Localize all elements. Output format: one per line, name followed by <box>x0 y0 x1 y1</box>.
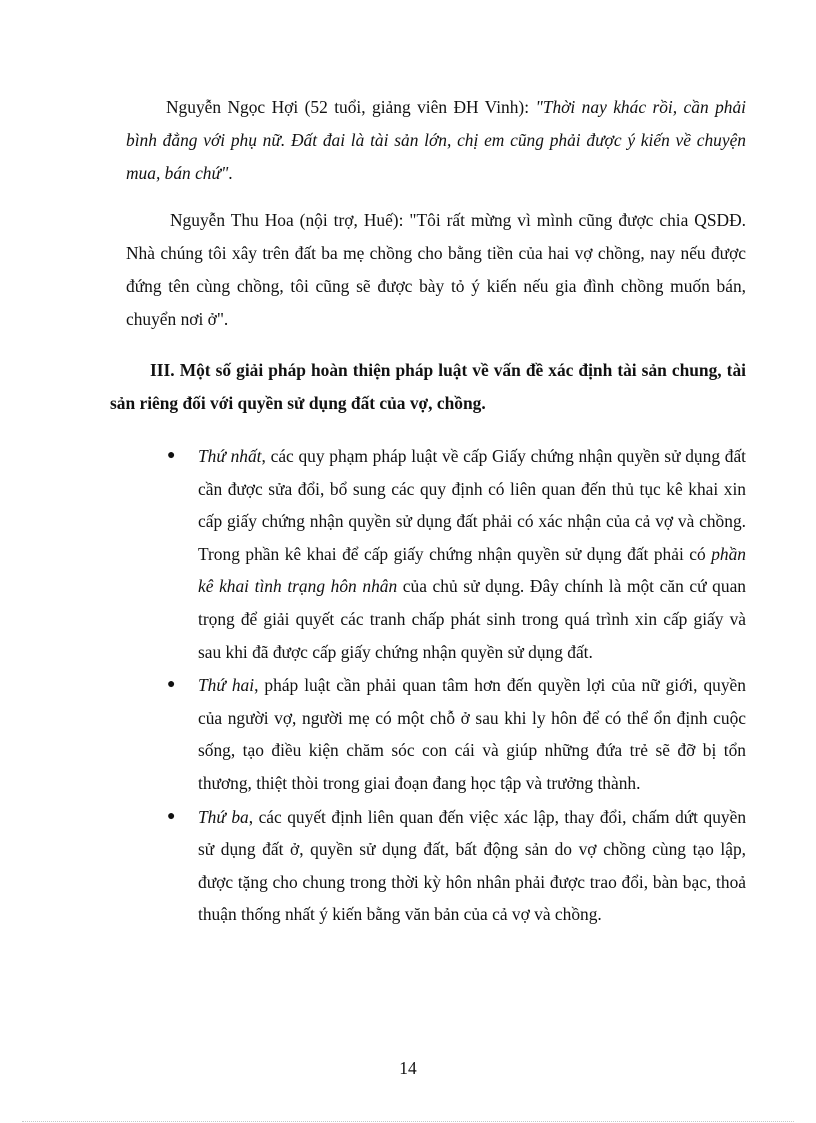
quote-paragraph-2: Nguyễn Thu Hoa (nội trợ, Huế): "Tôi rất mừng vì mình cũng được chia QSDĐ. Nhà chúng tôi xây trên đất ba mẹ chồng cho bằng tiền của hai vợ chồng, nay nếu được đứng tên cùng chồng, tôi cũng sẽ được bày tỏ ý kiến nếu gia đình chồng muốn bán, chuyển nơi ở". <box>126 210 746 329</box>
bullet-icon: ● <box>167 677 176 693</box>
list-item <box>160 669 746 799</box>
quote-1-text: "Thời nay khác rồi, cần phải bình đẳng với phụ nữ. Đất đai là tài sản lớn, chị em cũng phải được ý kiến về chuyện mua, bán chứ" <box>126 97 746 183</box>
bullet-3-lead: Thứ ba <box>198 806 249 827</box>
bullet-icon: ● <box>167 448 176 463</box>
bullet-1-lead: Thứ nhất <box>198 446 262 466</box>
bullet-1-emphasis: phần kê khai tình trạng hôn nhân <box>198 543 746 597</box>
section-heading: III. Một số giải pháp hoàn thiện pháp luật về vấn đề xác định tài sản chung, tài sản riêng đối với quyền sử dụng đất của vợ, chồng. <box>110 360 746 413</box>
bullet-2-text: , pháp luật cần phải quan tâm hơn đến quyền lợi của nữ giới, quyền của người vợ, người mẹ có một chỗ ở sau khi ly hôn để có thể ổn định cuộc sống, tạo điều kiện chăm sóc con cái và giúp những đứa trẻ sẽ đỡ bị tổn thương, thiệt thòi trong giai đoạn đang học tập và trưởng thành. <box>198 675 746 793</box>
bullet-2-lead: Thứ hai <box>198 675 255 696</box>
solutions-list <box>160 440 746 932</box>
quote-paragraph-1 <box>126 91 746 190</box>
bullet-1-text-a: , các quy phạm pháp luật về cấp Giấy chứng nhận quyền sử dụng đất cần được sửa đổi, bổ sung các quy định có liên quan đến thủ tục kê khai xin cấp giấy chứng nhận quyền sử dụng đất phải có xác nhận của cả vợ và chồng. Trong phần kê khai để cấp giấy chứng nhận quyền sử dụng đất phải có <box>198 446 746 564</box>
list-item <box>160 440 746 668</box>
quote-1-end: . <box>228 163 233 183</box>
bullet-icon: ● <box>167 808 176 824</box>
bullet-3-text: , các quyết định liên quan đến việc xác lập, thay đổi, chấm dứt quyền sử dụng đất ở, quyền sử dụng đất, bất động sản do vợ chồng cùng tạo lập, được tặng cho chung trong thời kỳ hôn nhân phải được trao đổi, bàn bạc, thoả thuận thống nhất ý kiến bằng văn bản của cả vợ và chồng. <box>198 806 747 925</box>
page-bottom-divider <box>22 1121 794 1122</box>
page-number: 14 <box>399 1058 417 1078</box>
list-item <box>160 801 746 931</box>
quote-1-speaker: Nguyễn Ngọc Hợi (52 tuổi, giảng viên ĐH Vinh): <box>166 97 536 117</box>
bullet-1-text-b: của chủ sử dụng. Đây chính là một căn cứ quan trọng để giải quyết các tranh chấp phát sinh trong quá trình xin cấp giấy và sau khi đã được cấp giấy chứng nhận quyền sử dụng đất. <box>198 576 746 662</box>
